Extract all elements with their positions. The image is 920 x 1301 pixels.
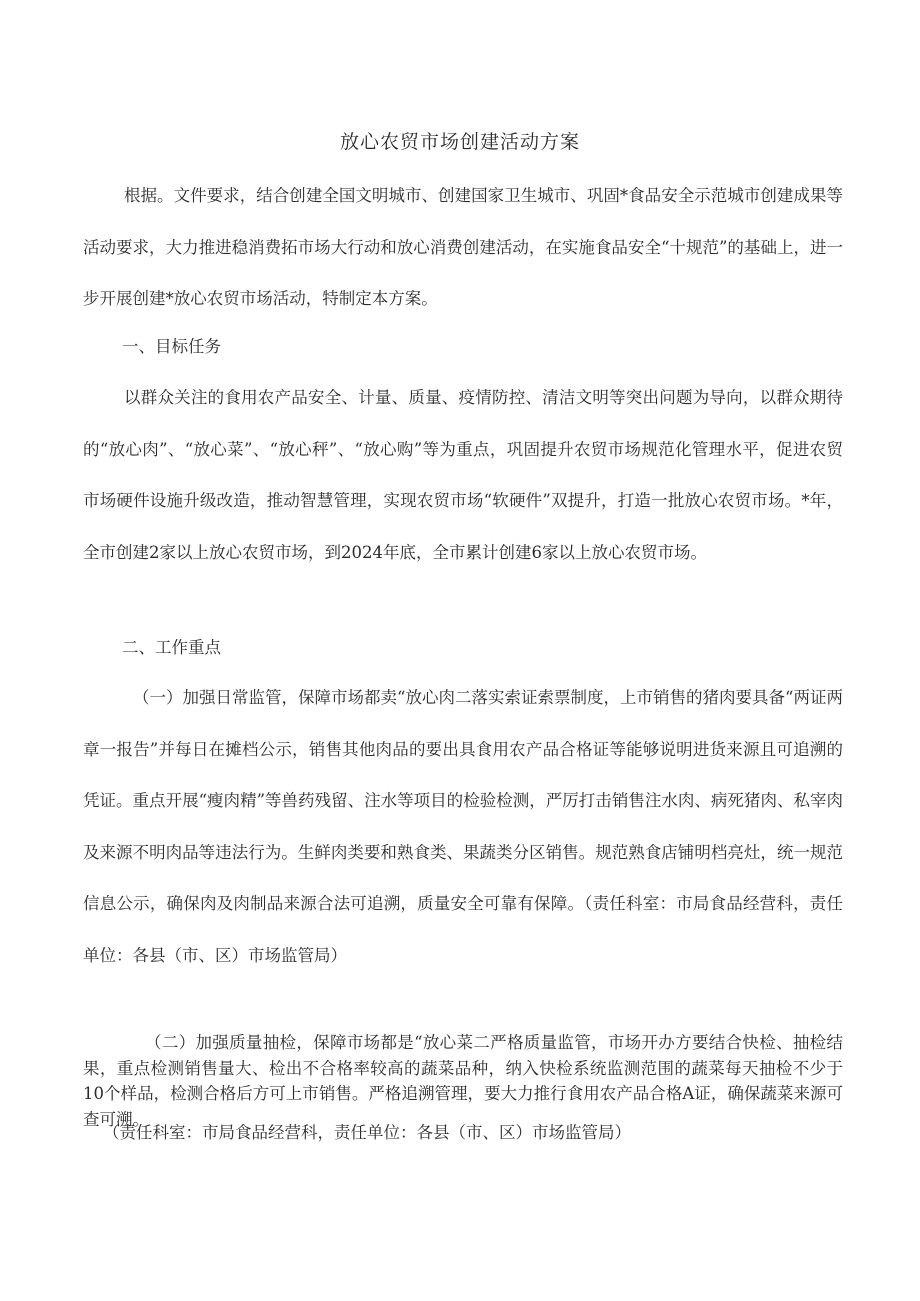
section-heading-focus: 二、工作重点 [122,638,221,657]
focus-item-2: （二）加强质量抽检，保障市场都是“放心菜二严格质量监管，市场开办方要结合快检、抽检结果，重点检测销售量大、检出不合格率较高的蔬菜品种，纳入快检系统监测范围的蔬菜每天抽检不少于10个样品，检测合格后方可上市销售。严格追溯管理，要大力推行食用农产品合格A证，确保蔬菜来源可查可溯。 [83,1033,843,1129]
goals-paragraph: 以群众关注的食用农产品安全、计量、质量、疫情防控、清洁文明等突出问题为导向，以群众期待的“放心肉”、“放心菜”、“放心秤”、“放心购”等为重点，巩固提升农贸市场规范化管理水平，促进农贸市场硬件设施升级改造，推动智慧管理，实现农贸市场“软硬件”双提升，打造一批放心农贸市场。*年，全市创建2家以上放心农贸市场，到2024年底，全市累计创建6家以上放心农贸市场。 [83,388,843,562]
item-2-responsibility: （责任科室：市局食品经营科，责任单位：各县（市、区）市场监管局） [103,1123,631,1142]
intro-paragraph: 根据。文件要求，结合创建全国文明城市、创建国家卫生城市、巩固*食品安全示范城市创建成果等活动要求，大力推进稳消费拓市场大行动和放心消费创建活动，在实施食品安全“十规范”的基础上，进一步开展创建*放心农贸市场活动，特制定本方案。 [83,186,843,308]
focus-item-1: （一）加强日常监管，保障市场都卖“放心肉二落实索证索票制度，上市销售的猪肉要具备“两证两章一报告”并每日在摊档公示，销售其他肉品的要出具食用农产品合格证等能够说明进货来源且可追溯的凭证。重点开展“瘦肉精”等兽药残留、注水等项目的检验检测，严厉打击销售注水肉、病死猪肉、私宰肉及来源不明肉品等违法行为。生鲜肉类要和熟食类、果蔬类分区销售。规范熟食店铺明档亮灶，统一规范信息公示，确保肉及肉制品来源合法可追溯，质量安全可靠有保障。（责任科室：市局食品经营科，责任单位：各县（市、区）市场监管局） [83,688,843,965]
document-title: 放心农贸市场创建活动方案 [339,131,580,153]
section-heading-goals: 一、目标任务 [122,337,221,356]
